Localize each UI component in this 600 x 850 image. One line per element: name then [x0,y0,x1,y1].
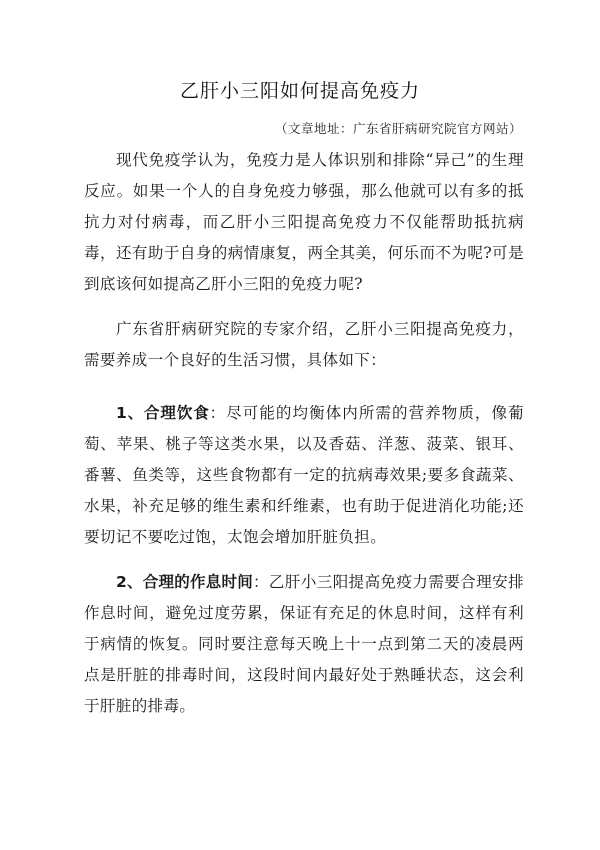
paragraph-diet [84,398,524,553]
paragraph-intro [84,145,524,300]
paragraph-intro-text: 现代免疫学认为，免疫力是人体识别和排除“异己”的生理反应。如果一个人的自身免疫力够强，那么他就可以有多的抵抗力对付病毒，而乙肝小三阳提高免疫力不仅能帮助抵抗病毒，还有助于自身的病情康复，两全其美，何乐而不为呢?可是到底该何如提高乙肝小三阳的免疫力呢? [84,151,524,293]
diet-heading: 1、合理饮食 [116,404,210,422]
source-note: （文章地址：广东省肝病研究院官方网站） [274,121,522,136]
paragraph-expert-text: 广东省肝病研究院的专家介绍，乙肝小三阳提高免疫力，需要养成一个良好的生活习惯，具体如下： [84,320,524,369]
paragraph-schedule [84,567,524,722]
schedule-text: ：乙肝小三阳提高免疫力需要合理安排作息时间，避免过度劳累，保证有充足的休息时间，这样有利于病情的恢复。同时要注意每天晚上十一点到第二天的凌晨两点是肝脏的排毒时间，这段时间内最好处于熟睡状态，这会利于肝脏的排毒。 [84,573,524,715]
paragraph-expert [84,314,524,376]
schedule-heading: 2、合理的作息时间 [116,573,253,591]
page-title: 乙肝小三阳如何提高免疫力 [179,80,420,102]
diet-text: ：尽可能的均衡体内所需的营养物质，像葡萄、苹果、桃子等这类水果，以及香菇、洋葱、菠菜、银耳、番薯、鱼类等，这些食物都有一定的抗病毒效果;要多食蔬菜、水果，补充足够的维生素和纤维素，也有助于促进消化功能;还要切记不要吃过饱，太饱会增加肝脏负担。 [84,404,524,546]
